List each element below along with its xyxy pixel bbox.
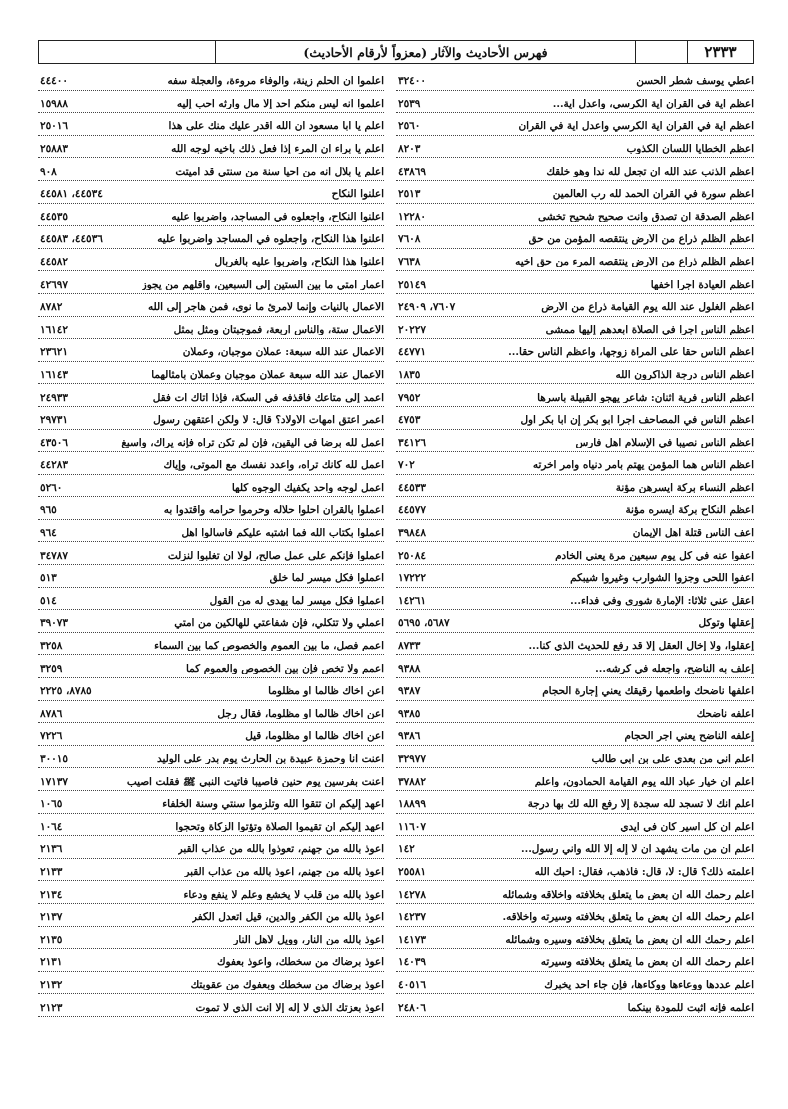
entry-reference-number: ٢٩٧٣١ xyxy=(40,414,68,427)
index-entry xyxy=(396,972,754,995)
index-entry xyxy=(396,723,754,746)
index-entry xyxy=(396,339,754,362)
entry-reference-number: ٥١٤ xyxy=(40,594,57,607)
entry-text: أعظم سورة في القرآن الحمد لله رب العالمين xyxy=(552,189,754,200)
entry-text: أعف الناس قتلة أهل الإيمان xyxy=(632,528,754,539)
entry-reference-number: ٩٠٨ xyxy=(40,165,57,178)
index-entry xyxy=(396,994,754,1017)
entry-text: اعمل لله كأنك تراه، واعدد نفسك مع الموتى، وإياك xyxy=(163,460,384,471)
entry-reference-number: ٢٠٢٢٧ xyxy=(398,323,426,336)
entry-text: أعظم الخطايا اللسان الكذوب xyxy=(626,143,754,155)
entry-reference-number: ١٦١٤٢ xyxy=(40,323,68,336)
index-entry xyxy=(38,904,384,927)
entry-reference-number: ٩٣٨٧ xyxy=(398,685,421,698)
index-entry xyxy=(38,588,384,611)
page-title: فهرس الأحاديث والآثار (معزواً لأرقام الأحاديث) xyxy=(215,41,635,63)
entry-reference-number: ٥٢٦٠ xyxy=(40,481,63,494)
entry-text: أعظم الصدقة أن تصدق وأنت صحيح شحيح تخشى xyxy=(538,211,754,223)
index-entry xyxy=(38,610,384,633)
header-spacer xyxy=(635,41,687,63)
entry-reference-number: ١٨٨٩٩ xyxy=(398,798,426,811)
index-entry xyxy=(396,362,754,385)
index-entry xyxy=(396,814,754,837)
entry-reference-number: ١٧٢٢٢ xyxy=(398,572,426,585)
entry-text: أعلنوا هذا النكاح، واجعلوه في المساجد واضربوا عليه xyxy=(157,234,384,245)
entry-text: اعمل لوجه واحد يكفيك الوجوه كلها xyxy=(231,482,384,494)
entry-reference-number: ١٦١٤٣ xyxy=(40,368,68,381)
index-entry xyxy=(396,836,754,859)
entry-reference-number: ٢٤٩٣٣ xyxy=(40,391,68,404)
entry-text: أعمم ولا تخص فإن بين الخصوص والعموم كما xyxy=(185,663,384,675)
entry-reference-number: ٤٤٧٧١ xyxy=(398,346,426,359)
entry-reference-number: ٢١٣٣ xyxy=(40,865,63,878)
entry-text: أعفوا اللحى وجزوا الشوارب وغيروا شيبكم xyxy=(570,573,754,584)
entry-reference-number: ٢٥٠٨٤ xyxy=(398,549,426,562)
entry-reference-number: ٣٤٧٨٧ xyxy=(40,549,68,562)
index-columns xyxy=(38,68,754,1088)
entry-reference-number: ٥٦٨٧، ٥٦٩٥ xyxy=(398,617,450,630)
entry-reference-number: ١٤٢٧٨ xyxy=(398,888,426,901)
entry-text: أعلنوا النكاح، واجعلوه في المساجد، واضربوا عليه xyxy=(171,211,384,223)
entry-text: اعلم يا براء أن المرء إذا فعل ذلك بأخيه لوجه الله xyxy=(171,143,384,155)
entry-text: أعوذ بالله من جهنم، أعوذ بالله من عذاب القبر xyxy=(184,866,384,878)
entry-text: اعملوا فكل ميسر لما خلق xyxy=(269,573,384,584)
entry-reference-number: ٤٤٤٠٠ xyxy=(40,75,68,88)
entry-text: اعلم يا بلال أنه من أحيا سنة من سنتي قد أميتت xyxy=(175,166,384,177)
index-entry xyxy=(396,927,754,950)
entry-reference-number: ١٤٢٣٧ xyxy=(398,911,426,924)
index-entry xyxy=(38,972,384,995)
entry-text: إعقلوا، ولا إخال العقل إلا قد رفع للحديث الذي كنا... xyxy=(528,641,754,652)
entry-text: أعوذ برضاك من سخطك، وأعوذ بعفوك xyxy=(216,957,384,968)
entry-reference-number: ٣٠٠١٥ xyxy=(40,753,68,765)
index-entry xyxy=(38,204,384,227)
index-entry xyxy=(396,430,754,453)
entry-text: أعظم آية في القرآن آية الكرسي وأعدل آية في القرآن xyxy=(518,121,754,132)
index-column-right xyxy=(396,68,754,1088)
index-entry xyxy=(396,859,754,882)
entry-text: أعمر أعتق أمهات الأولاد؟ قال: لا ولكن أعتقهن رسول xyxy=(153,415,384,426)
index-entry xyxy=(38,68,384,91)
entry-text: اعلم أني من بعدي على بن أبي طالب xyxy=(591,754,754,765)
entry-reference-number: ٤٣٥٠٦ xyxy=(40,436,68,449)
entry-reference-number: ٨٧٨٢ xyxy=(40,301,63,314)
entry-reference-number: ١٧١٣٧ xyxy=(40,775,68,788)
index-entry xyxy=(38,271,384,294)
index-entry xyxy=(396,249,754,272)
index-entry xyxy=(396,407,754,430)
entry-reference-number: ٤٤٥٣٦، ٤٤٥٨٣ xyxy=(40,233,103,246)
index-entry xyxy=(38,768,384,791)
entry-reference-number: ١٢٢٨٠ xyxy=(398,210,426,223)
entry-text: اعملي ولا تتكلي، فإن شفاعتي للهالكين من أمتي xyxy=(174,618,384,629)
entry-reference-number: ٩٣٨٦ xyxy=(398,730,421,743)
entry-text: أعهد إليكم أن تتقوا الله وتلزموا سنتي وسنة الخلفاء xyxy=(162,799,384,810)
index-entry xyxy=(38,136,384,159)
entry-text: اعملوا بالقرآن أحلوا حلاله وحرموا حرامه واقتدوا به xyxy=(163,505,384,516)
index-entry xyxy=(38,859,384,882)
index-entry xyxy=(38,91,384,114)
index-entry xyxy=(38,362,384,385)
entry-text: اعلفه ناضحك xyxy=(696,708,754,720)
index-entry xyxy=(396,655,754,678)
entry-text: اعمد إلى متاعك فاقذفه في السكة، فإذا أتاك آت فقل xyxy=(152,392,384,403)
index-entry xyxy=(38,723,384,746)
page-number: ٢٣٣٣ xyxy=(687,41,753,63)
entry-text: أعظم الغلول عند الله يوم القيامة ذراع من الأرض xyxy=(541,302,754,313)
entry-reference-number: ٣٧٨٨٢ xyxy=(398,775,426,788)
index-entry xyxy=(396,136,754,159)
entry-text: أعظم الناس فرية اثنان: شاعر يهجو القبيلة بأسرها xyxy=(537,392,754,403)
index-entry xyxy=(38,565,384,588)
index-entry xyxy=(38,113,384,136)
entry-text: أعظم الناس درجة الذاكرون الله xyxy=(615,369,754,381)
index-entry xyxy=(396,791,754,814)
entry-reference-number: ٧٦٠٨ xyxy=(398,233,421,246)
entry-reference-number: ٢٥٥٨١ xyxy=(398,865,426,878)
entry-reference-number: ١٥٩٨٨ xyxy=(40,97,68,110)
index-entry xyxy=(396,678,754,701)
index-entry xyxy=(396,91,754,114)
index-entry xyxy=(396,520,754,543)
entry-text: أعوذ بالله من قلب لا يخشع وعلم لا ينفع ودعاء xyxy=(183,889,384,900)
entry-reference-number: ٩٣٨٥ xyxy=(398,707,421,720)
entry-text: أعمار أمتي ما بين الستين إلى السبعين، وأقلهم من يجوز xyxy=(141,279,384,290)
index-entry xyxy=(396,497,754,520)
entry-text: اعلم أنك لا تسجد لله سجدة إلا رفع الله لك بها درجة xyxy=(527,799,754,810)
entry-text: أعنت بفرسين يوم حنين فأصيبا فأتيت النبي ﷺ فقلت أصيب xyxy=(126,776,384,787)
entry-reference-number: ٧٠٢ xyxy=(398,459,415,472)
entry-reference-number: ٧٩٥٢ xyxy=(398,391,421,404)
entry-text: اعلم رحمك الله أن بعض ما يتعلق بخلافته وسيره وشمائله xyxy=(505,934,754,946)
entry-text: إعقلها وتوكل xyxy=(698,618,754,629)
index-column-left xyxy=(38,68,384,1088)
index-entry xyxy=(38,249,384,272)
index-entry xyxy=(396,949,754,972)
entry-text: أعظم آية في القرآن آية الكرسي، وأعدل آية... xyxy=(552,98,754,110)
entry-reference-number: ٣٢٩٧٧ xyxy=(398,753,426,765)
entry-reference-number: ٤٤٥٨٢ xyxy=(40,255,68,268)
entry-text: الأعمال عند الله سبعة: عملان موجبان، وعملان xyxy=(182,347,384,358)
index-entry xyxy=(38,949,384,972)
entry-reference-number: ١٤٢٦١ xyxy=(398,594,426,607)
entry-text: أعوذ بعزتك الذي لا إله إلا أنت الذي لا تموت xyxy=(195,1002,384,1013)
entry-reference-number: ٢٤٨٠٦ xyxy=(398,1001,426,1014)
entry-reference-number: ١٨٣٥ xyxy=(398,368,421,381)
entry-text: اعمل لله برضا في اليقين، فإن لم تكن تراه فإنه يراك، وأسبغ xyxy=(121,437,384,449)
entry-text: أعظم العيادة أجراً أخفها xyxy=(650,279,754,290)
index-entry xyxy=(38,430,384,453)
entry-text: الأعمال بالنيات وإنما لامرئ ما نوى، فمن هاجر إلى الله xyxy=(147,302,384,313)
entry-text: اعلموا أن الحلم زينة، والوفاء مروءة، والعجلة سفه xyxy=(167,76,384,87)
entry-text: اعلم عددها ووعاءها ووكاءها، فإن جاء أحد يخبرك xyxy=(544,979,754,991)
index-entry xyxy=(396,768,754,791)
entry-reference-number: ٣٢٤٠٠ xyxy=(398,75,426,88)
index-entry xyxy=(38,927,384,950)
index-entry xyxy=(396,204,754,227)
index-entry xyxy=(38,384,384,407)
entry-reference-number: ٢٥١٤٩ xyxy=(398,278,426,291)
entry-text: أعظم الناس نصيباً في الإسلام أهل فارس xyxy=(575,437,754,449)
entry-reference-number: ٨٧٨٦ xyxy=(40,707,63,720)
index-entry xyxy=(38,452,384,475)
entry-reference-number: ١١٦٠٧ xyxy=(398,820,426,833)
index-entry xyxy=(38,520,384,543)
entry-reference-number: ٢٥٣٩ xyxy=(398,97,421,110)
entry-text: إعلف به الناضح، واجعله في كرشه... xyxy=(595,663,754,675)
entry-text: اعفوا عنه في كل يوم سبعين مرة يعني الخادم xyxy=(555,550,754,562)
entry-text: اعلم رحمك الله أن بعض ما يتعلق بخلافته وسيرته وأخلاقه. xyxy=(502,912,754,923)
entry-reference-number: ٣٩٨٤٨ xyxy=(398,527,426,540)
index-entry xyxy=(396,610,754,633)
index-entry xyxy=(396,68,754,91)
index-entry xyxy=(38,497,384,520)
entry-reference-number: ٣٤١٢٦ xyxy=(398,436,426,449)
entry-reference-number: ٢١٣٦ xyxy=(40,843,63,856)
index-entry xyxy=(38,814,384,837)
entry-reference-number: ٣٩٠٧٣ xyxy=(40,617,68,630)
index-entry xyxy=(38,407,384,430)
entry-text: اعلم يا أبا مسعود أن الله أقدر عليك منك على هذا xyxy=(168,121,384,132)
index-entry xyxy=(38,836,384,859)
index-entry xyxy=(396,181,754,204)
entry-reference-number: ٢٥٦٠ xyxy=(398,120,421,133)
entry-text: اعملوا بكتاب الله فما أشتبه عليكم فاسألوا أهل xyxy=(181,528,384,539)
index-entry xyxy=(396,158,754,181)
entry-reference-number: ٤٤٥٧٧ xyxy=(398,504,426,517)
entry-text: أعظم الناس في المصاحف أجراً أبو بكر إن أبا بكر أول xyxy=(520,415,754,426)
entry-text: أعوذ بالله من النار، وويل لأهل النار xyxy=(233,934,384,946)
entry-reference-number: ٤٣٨٦٩ xyxy=(398,165,426,178)
entry-text: اعلم أن من مات يشهد أن لا إله إلا الله وأني رسول... xyxy=(520,844,754,855)
entry-reference-number: ٨٧٨٥، ٢٢٢٥ xyxy=(40,685,92,698)
entry-text: أعوذ بالله من الكفر والدين، قيل أتعدل الكفر xyxy=(191,912,384,923)
entry-reference-number: ٢١٣٥ xyxy=(40,933,63,946)
entry-text: أعن أخاك ظالماً أو مظلوماً xyxy=(268,686,384,697)
index-entry xyxy=(38,158,384,181)
entry-reference-number: ١٤٢ xyxy=(398,843,415,856)
entry-text: أعمم فصل، ما بين العموم والخصوص كما بين السماء xyxy=(154,641,384,652)
entry-text: اعملوا فكل ميسر لما يهدى له من القول xyxy=(209,595,384,607)
index-entry xyxy=(38,881,384,904)
entry-reference-number: ٢١٣٢ xyxy=(40,978,63,991)
entry-text: أعلمه فإنه أثبت للمودة بينكما xyxy=(627,1002,754,1013)
index-entry xyxy=(38,339,384,362)
index-entry xyxy=(396,588,754,611)
entry-text: أعلنوا النكاح xyxy=(331,189,384,200)
entry-text: اعملوا فإنكم على عمل صالح، لولا أن تغلبوا لنزلت xyxy=(167,550,384,562)
index-entry xyxy=(396,904,754,927)
header-empty-cell xyxy=(39,41,215,63)
entry-reference-number: ٨٢٠٣ xyxy=(398,142,421,155)
index-entry xyxy=(38,294,384,317)
entry-reference-number: ٣٢٥٩ xyxy=(40,662,63,675)
index-entry xyxy=(38,181,384,204)
entry-reference-number: ٤٤٥٣٤، ٤٤٥٨١ xyxy=(40,188,103,201)
entry-reference-number: ١٠٦٤ xyxy=(40,820,63,833)
index-entry xyxy=(38,791,384,814)
entry-text: أعهد إليكم أن تقيموا الصلاة وتؤتوا الزكاة وتحجوا xyxy=(175,821,384,833)
entry-reference-number: ٢١٢٣ xyxy=(40,1001,63,1014)
index-entry xyxy=(38,317,384,340)
index-entry xyxy=(38,994,384,1017)
entry-reference-number: ٤٢٦٩٧ xyxy=(40,278,68,291)
entry-reference-number: ٧٦٣٨ xyxy=(398,255,421,268)
entry-text: أعن أخاك ظالماً أو مظلوماً، قيل xyxy=(245,731,384,742)
entry-text: أعظم الناس هماً المؤمن يهتم بأمر دنياه وأمر آخرته xyxy=(532,460,754,471)
entry-reference-number: ٩٦٤ xyxy=(40,527,57,540)
entry-reference-number: ٤٧٥٣ xyxy=(398,414,421,427)
entry-reference-number: ١٤٠٣٩ xyxy=(398,956,426,969)
entry-reference-number: ٢٣٦٢١ xyxy=(40,346,68,359)
entry-text: الأعمال عند الله سبعة عملان موجبان وعملان بأمثالهما xyxy=(151,369,384,381)
entry-reference-number: ٢١٣٤ xyxy=(40,888,63,901)
index-entry xyxy=(38,678,384,701)
index-entry xyxy=(396,542,754,565)
entry-reference-number: ٢١٣١ xyxy=(40,956,63,969)
entry-reference-number: ٢٥٨٨٣ xyxy=(40,142,68,155)
entry-reference-number: ١٠٦٥ xyxy=(40,798,63,811)
entry-text: اعقل عني ثلاثاً: الإمارة شورى وفي فداء... xyxy=(570,595,754,607)
index-entry xyxy=(38,475,384,498)
entry-text: اعلموا أنه ليس منكم أحد إلا مال وارثه أحب إليه xyxy=(176,98,384,110)
entry-text: أعظم النساء بركة أيسرهن مؤنة xyxy=(615,482,754,494)
index-entry xyxy=(38,746,384,769)
index-entry xyxy=(396,475,754,498)
entry-reference-number: ٧٢٢٦ xyxy=(40,730,63,743)
entry-reference-number: ٧٦٠٧، ٢٤٩٠٩ xyxy=(398,301,456,314)
index-entry xyxy=(396,565,754,588)
entry-text: أعظم الناس أجراً في الصلاة أبعدهم إليها ممشى xyxy=(545,324,754,336)
entry-reference-number: ٨٧٣٣ xyxy=(398,640,421,653)
index-entry xyxy=(38,701,384,724)
index-entry xyxy=(396,746,754,769)
entry-text: إعلفه الناضح يعني أجر الحجام xyxy=(624,731,754,742)
entry-text: أعوذ بالله من جهنم، تعوذوا بالله من عذاب القبر xyxy=(177,844,384,855)
index-entry xyxy=(38,542,384,565)
entry-text: اعلم أن كل أسير كان في أيدي xyxy=(620,821,754,833)
index-entry xyxy=(396,384,754,407)
entry-text: أعطي يوسف شطر الحسن xyxy=(636,76,754,87)
entry-reference-number: ٢٥١٣ xyxy=(398,188,421,201)
entry-reference-number: ٤٠٥١٦ xyxy=(398,978,426,991)
entry-text: أعلنوا هذا النكاح، واضربوا عليه بالغربال xyxy=(214,256,384,268)
entry-text: أعظم النكاح بركة أيسره مؤنة xyxy=(625,505,754,516)
entry-text: اعلم رحمك الله أن بعض ما يتعلق بخلافته وأخلاقه وشمائله xyxy=(502,889,754,900)
entry-text: الأعمال ستة، والناس أربعة، فموجبتان ومثل بمثل xyxy=(173,324,384,336)
entry-reference-number: ٤٤٢٨٣ xyxy=(40,459,68,472)
index-entry xyxy=(396,271,754,294)
entry-text: أعنت أنا وحمزة عبيدة بن الحارث يوم بدر على الوليد xyxy=(157,754,384,765)
entry-reference-number: ٢١٣٧ xyxy=(40,911,63,924)
entry-text: أعن أخاك ظالماً أو مظلوماً، فقال رجل xyxy=(217,708,384,720)
index-entry xyxy=(396,701,754,724)
entry-text: أعظم الظلم ذراع من الأرض ينتقصه المرء من حق أخيه xyxy=(515,256,754,268)
entry-reference-number: ٢٥٠١٦ xyxy=(40,120,68,133)
index-entry xyxy=(396,452,754,475)
entry-reference-number: ٥١٣ xyxy=(40,572,57,585)
entry-reference-number: ٩٦٥ xyxy=(40,504,57,517)
index-entry xyxy=(38,633,384,656)
entry-reference-number: ٤٤٥٣٥ xyxy=(40,210,68,223)
index-entry xyxy=(38,655,384,678)
entry-text: أعظم الناس حقاً على المرأة زوجها، وأعظم الناس حقاً... xyxy=(508,347,754,358)
page-header xyxy=(38,40,754,64)
index-entry xyxy=(396,113,754,136)
entry-text: اعلم رحمك الله أن بعض ما يتعلق بخلافته وسيرته xyxy=(540,957,754,968)
entry-text: اعلفها ناضحك وأطعمها رقيقك يعني إجارة الحجام xyxy=(542,686,754,697)
index-entry xyxy=(396,317,754,340)
entry-text: أعوذ برضاك من سخطك وبعفوك من عقوبتك xyxy=(190,979,384,991)
entry-reference-number: ٣٢٥٨ xyxy=(40,640,63,653)
entry-text: أعظم الظلم ذراع من الأرض ينتقصه المؤمن من حق xyxy=(528,234,754,245)
entry-text: اعلم أن خيار عباد الله يوم القيامة الحمادون، واعلم xyxy=(534,776,754,787)
index-entry xyxy=(396,881,754,904)
index-entry xyxy=(396,226,754,249)
entry-reference-number: ١٤١٧٣ xyxy=(398,933,426,946)
entry-reference-number: ٩٣٨٨ xyxy=(398,662,421,675)
entry-text: أعظم الذنب عند الله أن تجعل لله نداً وهو خلقك xyxy=(546,166,754,177)
index-entry xyxy=(38,226,384,249)
entry-text: أعلمته ذلك؟ قال: لا، قال: فاذهب، فقال: أحبك الله xyxy=(534,866,754,878)
entry-reference-number: ٤٤٥٣٣ xyxy=(398,481,426,494)
index-entry xyxy=(396,633,754,656)
index-entry xyxy=(396,294,754,317)
